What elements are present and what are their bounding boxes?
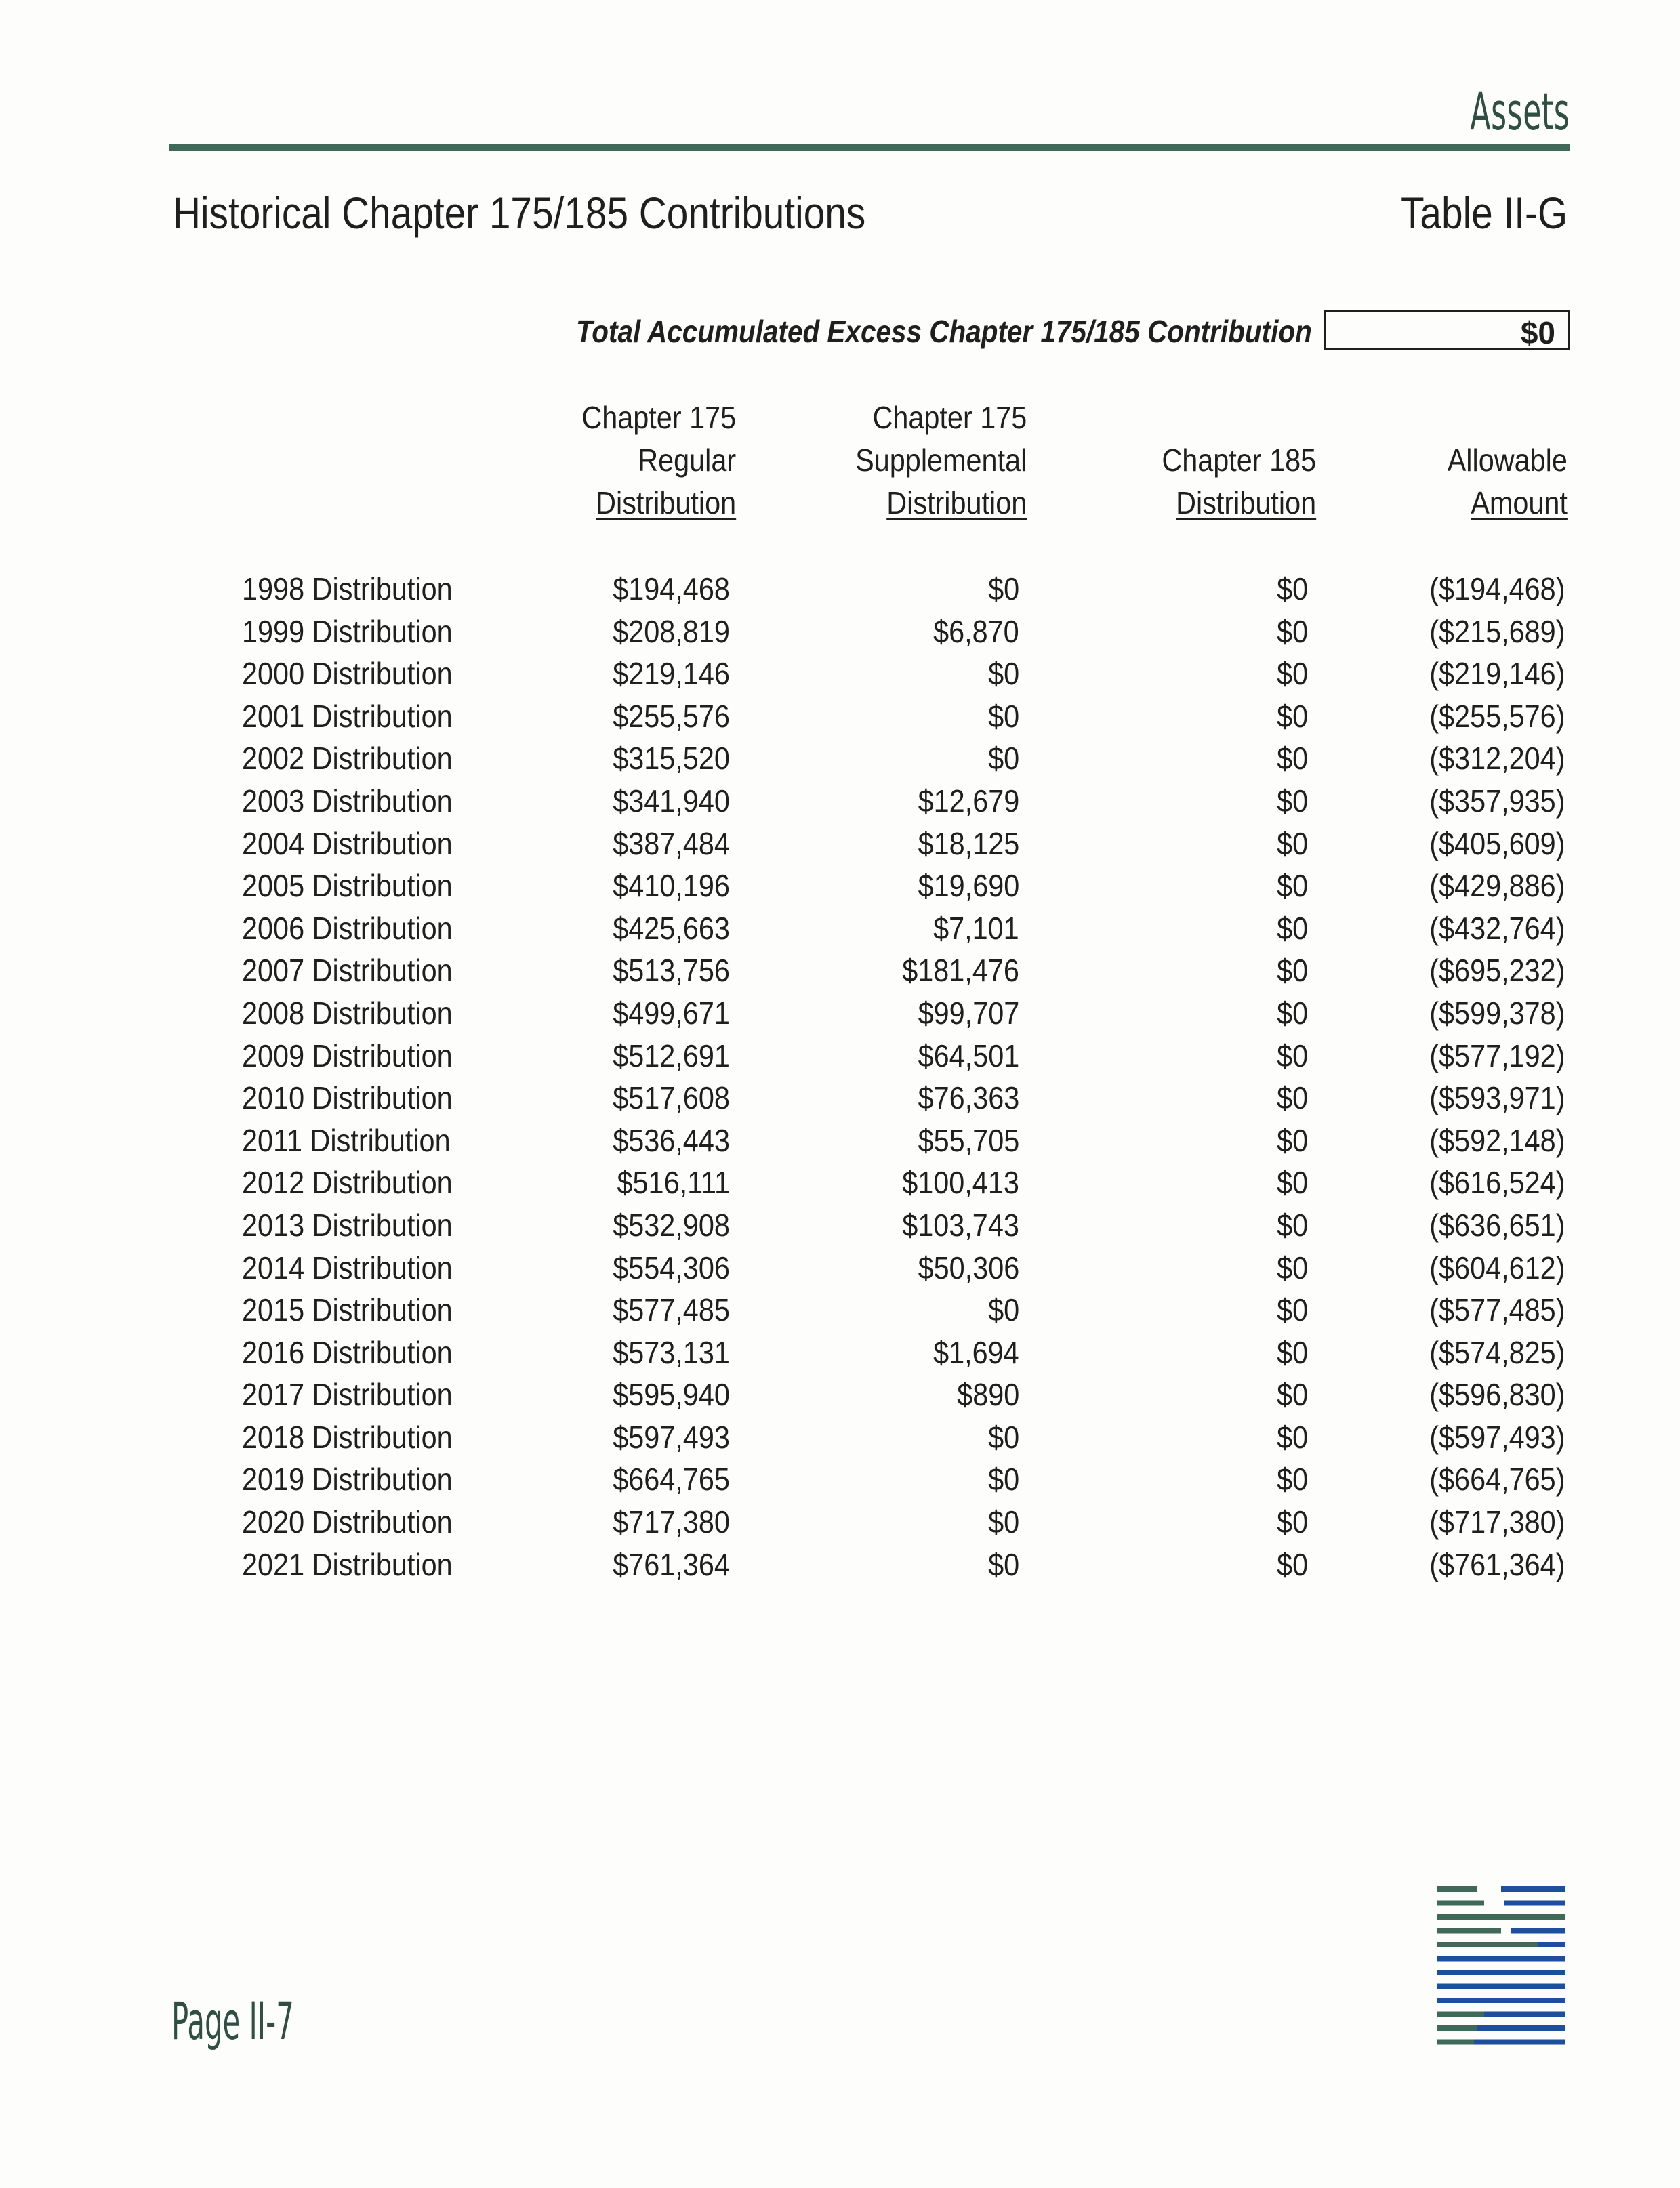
table-row bbox=[0, 1419, 1680, 1462]
supplemental-distribution: $0 bbox=[987, 1419, 1019, 1455]
row-label: 2009 Distribution bbox=[242, 1037, 453, 1073]
regular-distribution: $532,908 bbox=[613, 1207, 730, 1243]
supplemental-distribution: $12,679 bbox=[918, 783, 1019, 819]
supplemental-distribution: $6,870 bbox=[933, 613, 1019, 649]
row-label: 2003 Distribution bbox=[242, 783, 453, 819]
table-row bbox=[0, 1250, 1680, 1292]
regular-distribution: $512,691 bbox=[613, 1037, 730, 1073]
supplemental-distribution: $64,501 bbox=[918, 1037, 1019, 1073]
table-row bbox=[0, 1037, 1680, 1080]
supplemental-distribution: $0 bbox=[987, 1546, 1019, 1582]
regular-distribution: $554,306 bbox=[613, 1250, 730, 1285]
chapter-185-distribution: $0 bbox=[1276, 1122, 1308, 1158]
row-label: 2000 Distribution bbox=[242, 656, 453, 692]
chapter-185-distribution: $0 bbox=[1276, 1462, 1308, 1498]
allowable-amount: ($597,493) bbox=[1429, 1419, 1565, 1455]
chapter-185-distribution: $0 bbox=[1276, 868, 1308, 904]
logo-stripe bbox=[1437, 1970, 1565, 1975]
allowable-amount: ($664,765) bbox=[1429, 1462, 1565, 1498]
supplemental-distribution: $890 bbox=[956, 1377, 1019, 1413]
allowable-amount: ($194,468) bbox=[1429, 571, 1565, 606]
row-label: 2014 Distribution bbox=[242, 1250, 453, 1285]
row-label: 2010 Distribution bbox=[242, 1080, 453, 1116]
regular-distribution: $717,380 bbox=[613, 1504, 730, 1540]
allowable-amount: ($695,232) bbox=[1429, 953, 1565, 989]
regular-distribution: $387,484 bbox=[613, 825, 730, 861]
supplemental-distribution: $99,707 bbox=[918, 995, 1019, 1031]
allowable-amount: ($429,886) bbox=[1429, 868, 1565, 904]
row-label: 2005 Distribution bbox=[242, 868, 453, 904]
allowable-amount: ($215,689) bbox=[1429, 613, 1565, 649]
regular-distribution: $410,196 bbox=[613, 868, 730, 904]
regular-distribution: $513,756 bbox=[613, 953, 730, 989]
regular-distribution: $664,765 bbox=[613, 1462, 730, 1498]
logo-stripe bbox=[1437, 1928, 1501, 1934]
supplemental-distribution: $76,363 bbox=[918, 1080, 1019, 1116]
chapter-185-distribution: $0 bbox=[1276, 953, 1308, 989]
chapter-185-distribution: $0 bbox=[1276, 1334, 1308, 1370]
supplemental-distribution: $0 bbox=[987, 656, 1019, 692]
regular-distribution: $595,940 bbox=[613, 1377, 730, 1413]
regular-distribution: $425,663 bbox=[613, 910, 730, 946]
row-label: 2007 Distribution bbox=[242, 953, 453, 989]
total-excess-value: $0 bbox=[1520, 315, 1555, 350]
logo-stripe bbox=[1538, 1942, 1565, 1947]
row-label: 2004 Distribution bbox=[242, 825, 453, 861]
regular-distribution: $597,493 bbox=[613, 1419, 730, 1455]
row-label: 2012 Distribution bbox=[242, 1165, 453, 1201]
supplemental-distribution: $181,476 bbox=[902, 953, 1019, 989]
chapter-185-distribution: $0 bbox=[1276, 1377, 1308, 1413]
total-excess-box bbox=[1324, 310, 1570, 350]
allowable-amount: ($599,378) bbox=[1429, 995, 1565, 1031]
table-row bbox=[0, 698, 1680, 741]
regular-distribution: $255,576 bbox=[613, 698, 730, 734]
allowable-amount: ($577,485) bbox=[1429, 1292, 1565, 1328]
row-label: 2019 Distribution bbox=[242, 1462, 453, 1498]
row-label: 2020 Distribution bbox=[242, 1504, 453, 1540]
column-header-allowable: Allowable Amount bbox=[1447, 442, 1568, 520]
allowable-amount: ($577,192) bbox=[1429, 1037, 1565, 1073]
row-label: 2008 Distribution bbox=[242, 995, 453, 1031]
column-header-chapter-185: Chapter 185 Distribution bbox=[1162, 442, 1316, 520]
regular-distribution: $219,146 bbox=[613, 656, 730, 692]
supplemental-distribution: $0 bbox=[987, 571, 1019, 606]
table-row bbox=[0, 1461, 1680, 1504]
logo-stripe bbox=[1477, 2025, 1565, 2031]
row-label: 2006 Distribution bbox=[242, 910, 453, 946]
chapter-185-distribution: $0 bbox=[1276, 825, 1308, 861]
table-row bbox=[0, 995, 1680, 1037]
supplemental-distribution: $0 bbox=[987, 741, 1019, 777]
allowable-amount: ($636,651) bbox=[1429, 1207, 1565, 1243]
logo-stripe bbox=[1437, 1984, 1565, 1989]
supplemental-distribution: $1,694 bbox=[933, 1334, 1019, 1370]
row-label: 2015 Distribution bbox=[242, 1292, 453, 1328]
allowable-amount: ($312,204) bbox=[1429, 741, 1565, 777]
allowable-amount: ($604,612) bbox=[1429, 1250, 1565, 1285]
logo-stripe bbox=[1501, 1886, 1565, 1892]
chapter-185-distribution: $0 bbox=[1276, 1165, 1308, 1201]
chapter-185-distribution: $0 bbox=[1276, 1419, 1308, 1455]
allowable-amount: ($357,935) bbox=[1429, 783, 1565, 819]
table-row bbox=[0, 1164, 1680, 1207]
column-header-regular: Chapter 175 Regular Distribution bbox=[581, 400, 736, 520]
allowable-amount: ($761,364) bbox=[1429, 1546, 1565, 1582]
chapter-185-distribution: $0 bbox=[1276, 1504, 1308, 1540]
supplemental-distribution: $7,101 bbox=[933, 910, 1019, 946]
table-row bbox=[0, 1292, 1680, 1334]
table-row bbox=[0, 1079, 1680, 1122]
row-label: 1998 Distribution bbox=[242, 571, 453, 606]
chapter-185-distribution: $0 bbox=[1276, 910, 1308, 946]
logo-stripe bbox=[1484, 2012, 1565, 2017]
chapter-185-distribution: $0 bbox=[1276, 1250, 1308, 1285]
regular-distribution: $573,131 bbox=[613, 1334, 730, 1370]
page-number: Page II-7 bbox=[171, 1991, 294, 2051]
chapter-185-distribution: $0 bbox=[1276, 1037, 1308, 1073]
regular-distribution: $341,940 bbox=[613, 783, 730, 819]
table-row bbox=[0, 1504, 1680, 1546]
company-logo bbox=[1437, 1884, 1565, 2053]
chapter-185-distribution: $0 bbox=[1276, 741, 1308, 777]
allowable-amount: ($219,146) bbox=[1429, 656, 1565, 692]
logo-stripe bbox=[1437, 1901, 1484, 1906]
row-label: 1999 Distribution bbox=[242, 613, 453, 649]
table-id: Table II-G bbox=[1400, 188, 1568, 238]
table-row bbox=[0, 1334, 1680, 1377]
chapter-185-distribution: $0 bbox=[1276, 1080, 1308, 1116]
supplemental-distribution: $100,413 bbox=[902, 1165, 1019, 1201]
supplemental-distribution: $0 bbox=[987, 698, 1019, 734]
table-row bbox=[0, 825, 1680, 868]
supplemental-distribution: $19,690 bbox=[918, 868, 1019, 904]
column-header-supplemental: Chapter 175 Supplemental Distribution bbox=[855, 400, 1027, 520]
allowable-amount: ($592,148) bbox=[1429, 1122, 1565, 1158]
chapter-185-distribution: $0 bbox=[1276, 1292, 1308, 1328]
regular-distribution: $536,443 bbox=[613, 1122, 730, 1158]
chapter-185-distribution: $0 bbox=[1276, 613, 1308, 649]
logo-stripe bbox=[1437, 1886, 1477, 1892]
table-row bbox=[0, 740, 1680, 783]
chapter-185-distribution: $0 bbox=[1276, 571, 1308, 606]
table-row bbox=[0, 952, 1680, 995]
regular-distribution: $208,819 bbox=[613, 613, 730, 649]
chapter-185-distribution: $0 bbox=[1276, 698, 1308, 734]
regular-distribution: $315,520 bbox=[613, 741, 730, 777]
supplemental-distribution: $0 bbox=[987, 1462, 1019, 1498]
regular-distribution: $517,608 bbox=[613, 1080, 730, 1116]
total-excess-label: Total Accumulated Excess Chapter 175/185 Contribution bbox=[576, 314, 1312, 349]
regular-distribution: $499,671 bbox=[613, 995, 730, 1031]
table-row bbox=[0, 783, 1680, 825]
regular-distribution: $516,111 bbox=[617, 1165, 730, 1201]
chapter-185-distribution: $0 bbox=[1276, 656, 1308, 692]
page-title: Historical Chapter 175/185 Contributions bbox=[173, 188, 866, 238]
logo-stripe bbox=[1437, 1956, 1565, 1962]
allowable-amount: ($255,576) bbox=[1429, 698, 1565, 734]
logo-stripe bbox=[1474, 2040, 1565, 2045]
table-row bbox=[0, 1546, 1680, 1589]
table-row bbox=[0, 910, 1680, 953]
allowable-amount: ($717,380) bbox=[1429, 1504, 1565, 1540]
header-divider bbox=[169, 144, 1570, 151]
regular-distribution: $194,468 bbox=[613, 571, 730, 606]
supplemental-distribution: $50,306 bbox=[918, 1250, 1019, 1285]
chapter-185-distribution: $0 bbox=[1276, 995, 1308, 1031]
row-label: 2016 Distribution bbox=[242, 1334, 453, 1370]
row-label: 2013 Distribution bbox=[242, 1207, 453, 1243]
row-label: 2018 Distribution bbox=[242, 1419, 453, 1455]
table-row bbox=[0, 613, 1680, 656]
section-title: Assets bbox=[1470, 81, 1570, 142]
table-row bbox=[0, 1376, 1680, 1419]
allowable-amount: ($596,830) bbox=[1429, 1377, 1565, 1413]
row-label: 2002 Distribution bbox=[242, 741, 453, 777]
distribution-table bbox=[0, 571, 1680, 1588]
allowable-amount: ($405,609) bbox=[1429, 825, 1565, 861]
supplemental-distribution: $0 bbox=[987, 1292, 1019, 1328]
supplemental-distribution: $55,705 bbox=[918, 1122, 1019, 1158]
logo-stripe bbox=[1511, 1928, 1565, 1934]
allowable-amount: ($616,524) bbox=[1429, 1165, 1565, 1201]
row-label: 2017 Distribution bbox=[242, 1377, 453, 1413]
allowable-amount: ($432,764) bbox=[1429, 910, 1565, 946]
chapter-185-distribution: $0 bbox=[1276, 783, 1308, 819]
row-label: 2001 Distribution bbox=[242, 698, 453, 734]
supplemental-distribution: $18,125 bbox=[918, 825, 1019, 861]
logo-stripe bbox=[1437, 1998, 1565, 2003]
row-label: 2011 Distribution bbox=[242, 1122, 451, 1158]
logo-stripe bbox=[1504, 1901, 1565, 1906]
allowable-amount: ($574,825) bbox=[1429, 1334, 1565, 1370]
allowable-amount: ($593,971) bbox=[1429, 1080, 1565, 1116]
row-label: 2021 Distribution bbox=[242, 1546, 453, 1582]
table-row bbox=[0, 655, 1680, 698]
table-row bbox=[0, 1207, 1680, 1250]
supplemental-distribution: $103,743 bbox=[902, 1207, 1019, 1243]
supplemental-distribution: $0 bbox=[987, 1504, 1019, 1540]
table-row bbox=[0, 867, 1680, 910]
chapter-185-distribution: $0 bbox=[1276, 1207, 1308, 1243]
chapter-185-distribution: $0 bbox=[1276, 1546, 1308, 1582]
regular-distribution: $761,364 bbox=[613, 1546, 730, 1582]
logo-stripe bbox=[1437, 1914, 1565, 1920]
regular-distribution: $577,485 bbox=[613, 1292, 730, 1328]
table-row bbox=[0, 571, 1680, 613]
table-row bbox=[0, 1122, 1680, 1165]
